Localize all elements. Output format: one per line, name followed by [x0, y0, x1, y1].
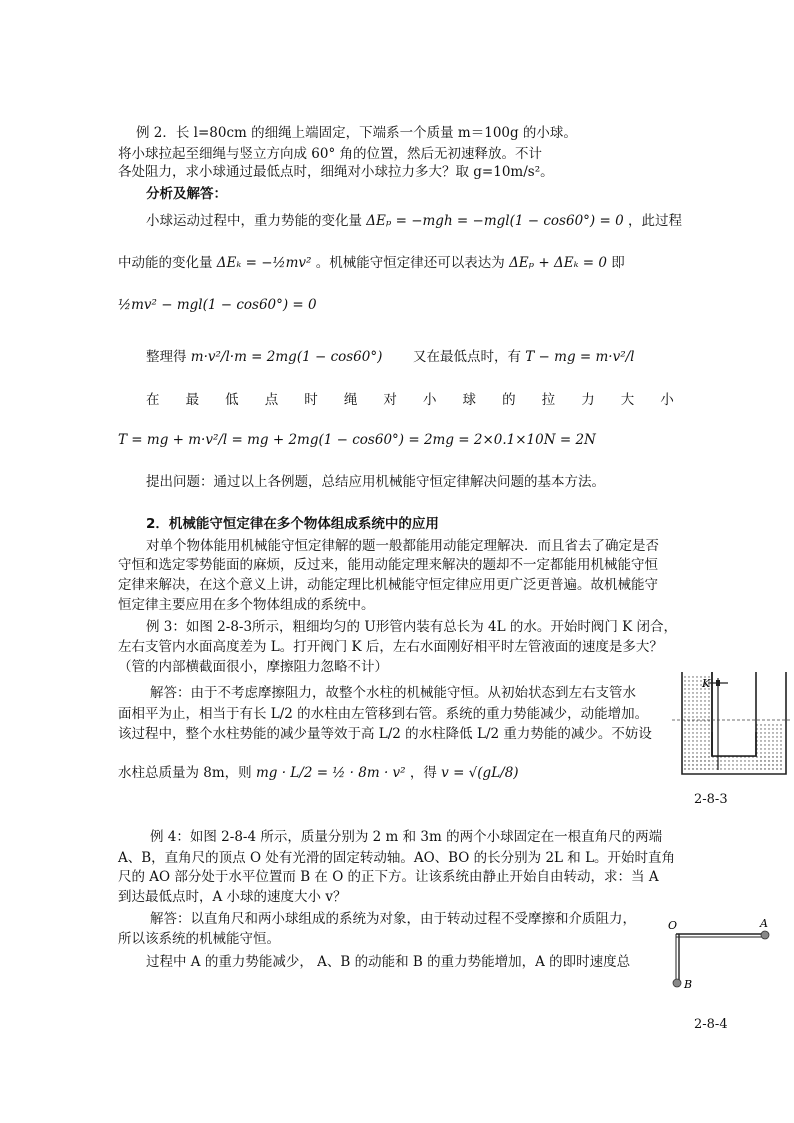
kinetic-energy-formula: ΔEₖ = −½mv²	[216, 255, 312, 271]
right-angle-ruler-figure	[664, 916, 780, 992]
example3-answer2: 面相平为止，相当于有长 L/2 的水柱由左管移到右管。系统的重力势能减少，动能增加。	[118, 706, 649, 722]
section2-line2: 守恒和选定零势能面的麻烦，反过来，能用动能定理来解决的题却不一定都能用机械能守恒	[118, 557, 658, 573]
para2-text-c: 即	[611, 255, 625, 271]
para4-text-b: 又在最低点时，有	[412, 349, 521, 365]
section2-line4: 恒定律主要应用在多个物体组成的系统中。	[118, 597, 375, 613]
example2-line2: 将小球拉起至细绳与竖立方向成 60° 角的位置，然后无初速释放。不计	[118, 146, 543, 162]
example4-answer1: 解答：以直角尺和两小球组成的系统为对象，由于转动过程不受摩擦和介质阻力，	[150, 911, 636, 927]
tension-equation: T − mg = m·v²/l	[525, 349, 635, 365]
example4-answer2: 所以该系统的机械能守恒。	[118, 931, 280, 947]
para5-char: 在	[146, 392, 160, 408]
section2-line1: 对单个物体能用机械能守恒定律解的题一般都能用动能定理解决．而且省去了确定是否	[146, 538, 659, 554]
para5-char: 小	[422, 392, 437, 408]
example2-para1	[146, 212, 682, 230]
ball-a	[761, 931, 769, 939]
example3-line2: 左右支管内水面高度差为 L。打开阀门 K 后，左右水面刚好相平时左管液面的速度是多大？	[118, 639, 663, 655]
example2-line3: 各处阻力，求小球通过最低点时，细绳对小球拉力多大？取 g=10m/s²。	[118, 164, 554, 180]
section2-line3: 定律来解决，在这个意义上讲，动能定理比机械能守恒定律应用更广泛更普遍。故机械能守	[118, 577, 658, 593]
para4-text-a: 整理得	[146, 349, 187, 365]
tension-result-formula: T = mg + m·v²/l = mg + 2mg(1 − cos60°) = 2mg = 2×0.1×10N = 2N	[118, 432, 596, 448]
para5-char: 最	[185, 392, 200, 408]
example3-answer1: 解答：由于不考虑摩擦阻力，故整个水柱的机械能守恒。从初始状态到左右支管水	[150, 685, 636, 701]
simplified-equation: m·v²/l·m = 2mg(1 − cos60°)	[190, 349, 383, 365]
conservation-equation: ½mv² − mgl(1 − cos60°) = 0	[118, 297, 317, 313]
example4-answer3: 过程中 A 的重力势能减少， A、B 的动能和 B 的重力势能增加，A 的即时速度总	[146, 954, 631, 970]
example4-line3: 尺的 AO 部分处于水平位置而 B 在 O 的正下方。让该系统由静止开始自由转动，求：当 A	[118, 869, 659, 885]
ball-label-a: A	[760, 917, 768, 930]
example2-para4	[146, 348, 635, 366]
potential-energy-formula: ΔEₚ = −mgh = −mgl(1 − cos60°) = 0	[366, 213, 624, 229]
para5-char: 的	[502, 392, 516, 408]
para2-text-a: 中动能的变化量	[118, 255, 213, 271]
para5-char: 对	[383, 392, 397, 408]
para1-text-a: 小球运动过程中，重力势能的变化量	[146, 213, 362, 229]
answer4-text-a: 水柱总质量为 8m，则	[118, 765, 252, 781]
example3-answer4	[118, 764, 519, 782]
para5-char: 小	[660, 392, 674, 408]
u-tube-figure	[672, 672, 790, 776]
section2-heading: 2．机械能守恒定律在多个物体组成系统中的应用	[146, 516, 439, 532]
example2-para5	[146, 391, 674, 409]
ball-label-b: B	[684, 978, 693, 991]
para5-char: 力	[581, 392, 595, 408]
para5-char: 球	[462, 392, 476, 408]
example4-line4: 到达最低点时，A 小球的速度大小 v？	[118, 889, 347, 905]
para5-char: 绳	[343, 392, 358, 408]
para2-text-b: 。机械能守恒定律还可以表达为	[315, 255, 505, 271]
para1-text-b: ，此过程	[627, 213, 682, 229]
valve-label: K	[702, 677, 711, 690]
figure-2-8-4-caption: 2-8-4	[694, 1017, 728, 1032]
velocity-result: v = √(gL/8)	[441, 765, 519, 781]
question-prompt: 提出问题：通过以上各例题，总结应用机械能守恒定律解决问题的基本方法。	[146, 474, 605, 490]
para5-char: 大	[620, 392, 635, 408]
example4-line1: 例 4：如图 2-8-4 所示，质量分别为 2 m 和 3m 的两个小球固定在一根直角尺的两端	[150, 829, 663, 845]
para5-char: 低	[225, 392, 239, 408]
example3-answer3: 该过程中，整个水柱势能的减少量等效于高 L/2 的水柱降低 L/2 重力势能的减少。不妨设	[118, 726, 652, 742]
analysis-title: 分析及解答：	[146, 186, 227, 202]
example3-line3: （管的内部横截面很小，摩擦阻力忽略不计）	[118, 659, 388, 675]
example2-line1: 例 2．长 l=80cm 的细绳上端固定，下端系一个质量 m＝100g 的小球。	[136, 125, 577, 141]
answer4-text-b: ，得	[409, 765, 437, 781]
para5-char: 拉	[541, 392, 556, 408]
energy-equation: mg · L/2 = ½ · 8m · v²	[255, 765, 406, 781]
figure-2-8-3-caption: 2-8-3	[694, 792, 728, 807]
example3-line1: 例 3：如图 2-8-3所示，粗细均匀的 U形管内装有总长为 4L 的水。开始时阀门 K 闭合，	[146, 619, 678, 635]
para5-char: 时	[304, 392, 318, 408]
energy-sum-formula: ΔEₚ + ΔEₖ = 0	[509, 255, 607, 271]
bottom-water	[684, 756, 784, 772]
example4-line2: A、B，直角尺的顶点 O 处有光滑的固定转动轴。AO、BO 的长分别为 2L 和 L。开始时直角	[118, 850, 676, 866]
pivot-label-o: O	[668, 919, 678, 932]
para5-char: 点	[264, 392, 279, 408]
example2-para2	[118, 254, 625, 272]
ball-b	[673, 979, 681, 987]
